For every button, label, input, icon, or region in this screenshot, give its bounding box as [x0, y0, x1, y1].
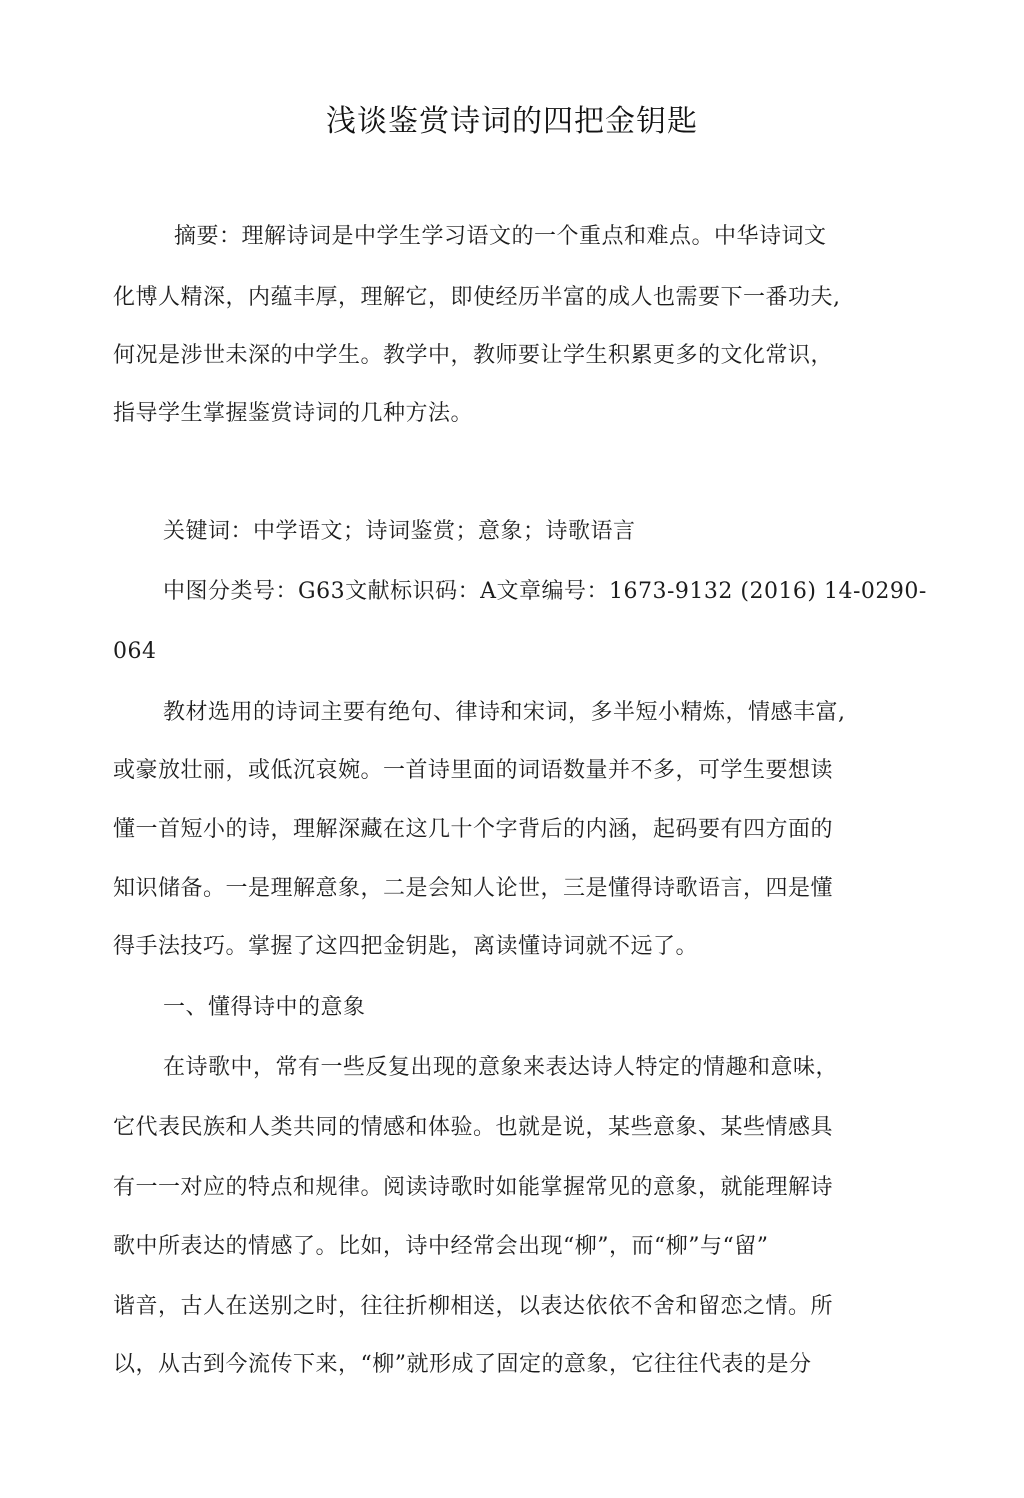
- classification-line: 064: [113, 639, 157, 664]
- paragraph-line: 或豪放壮丽，或低沉哀婉。一首诗里面的词语数量并不多，可学生要想读: [113, 758, 834, 783]
- paragraph-line: 它代表民族和人类共同的情感和体验。也就是说，某些意象、某些情感具: [113, 1115, 834, 1140]
- abstract-line: 何况是涉世未深的中学生。教学中，教师要让学生积累更多的文化常识，: [113, 343, 834, 368]
- paragraph-line: 谐音，古人在送别之时，往往折柳相送，以表达依依不舍和留恋之情。所: [113, 1294, 834, 1319]
- paragraph-line: 教材选用的诗词主要有绝句、律诗和宋词，多半短小精炼，情感丰富,: [163, 700, 846, 725]
- classification-line: 中图分类号：G63文献标识码：A文章编号：1673-9132 (2016) 14-0290-: [163, 579, 927, 604]
- paragraph-line: 有一一对应的特点和规律。阅读诗歌时如能掌握常见的意象，就能理解诗: [113, 1175, 834, 1200]
- paragraph-line: 知识储备。一是理解意象，二是会知人论世，三是懂得诗歌语言，四是懂: [113, 876, 834, 901]
- section-heading: 一、懂得诗中的意象: [163, 995, 366, 1020]
- abstract-line: 指导学生掌握鉴赏诗词的几种方法。: [113, 401, 474, 426]
- keywords-line: 关键词：中学语文；诗词鉴赏；意象；诗歌语言: [163, 519, 636, 544]
- abstract-line: 摘要：理解诗词是中学生学习语文的一个重点和难点。中华诗词文: [174, 224, 827, 249]
- paragraph-line: 得手法技巧。掌握了这四把金钥匙，离读懂诗词就不远了。: [113, 934, 699, 959]
- paragraph-line: 在诗歌中，常有一些反复出现的意象来表达诗人特定的情趣和意味，: [163, 1055, 839, 1080]
- document-title: 浅谈鉴赏诗词的四把金钥匙: [326, 104, 698, 139]
- paragraph-line: 以，从古到今流传下来，“柳”就形成了固定的意象，它往往代表的是分: [113, 1352, 812, 1377]
- paragraph-line: 懂一首短小的诗，理解深藏在这几十个字背后的内涵，起码要有四方面的: [113, 817, 834, 842]
- paragraph-line: 歌中所表达的情感了。比如，诗中经常会出现“柳”，而“柳”与“留”: [113, 1234, 769, 1259]
- abstract-line: 化博人精深，内蕴丰厚，理解它，即使经历半富的成人也需要下一番功夫,: [113, 285, 841, 310]
